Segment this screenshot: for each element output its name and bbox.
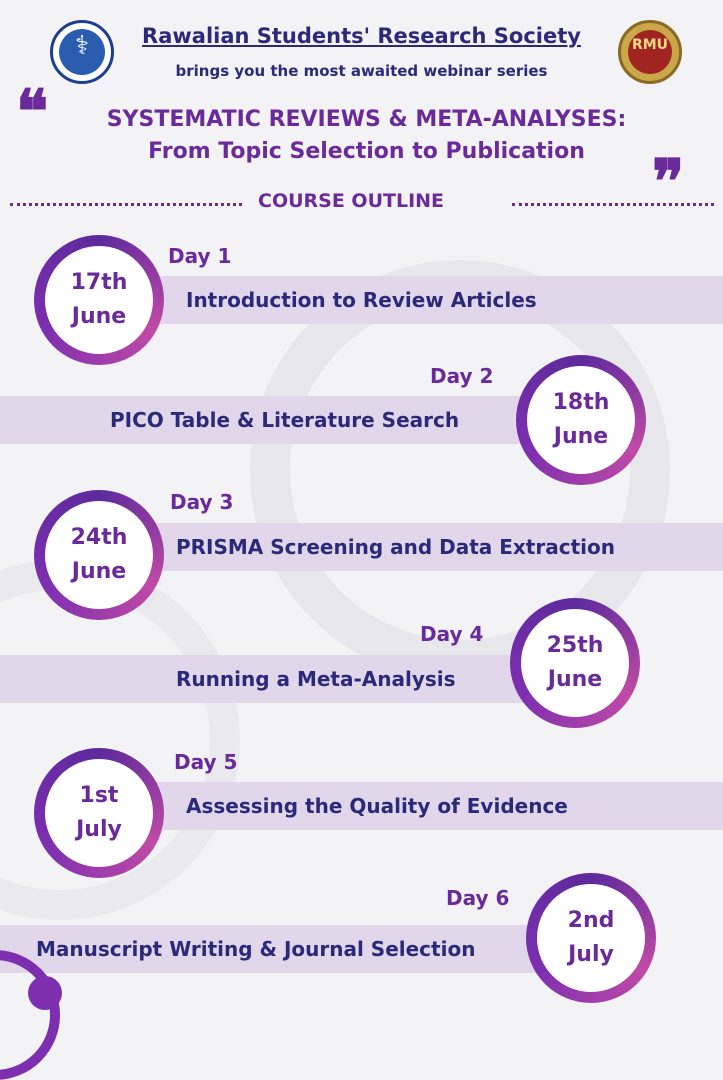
day-3-date-circle [34,490,164,620]
day-5-label: Day 5 [174,750,238,774]
day-3-topic: PRISMA Screening and Data Extraction [176,535,615,559]
day-2-band [0,396,540,444]
title-line-1: SYSTEMATIC REVIEWS & META-ANALYSES: [106,107,627,132]
dotted-divider [512,203,714,206]
day-5-topic: Assessing the Quality of Evidence [186,794,568,818]
title-line-2: From Topic Selection to Publication [148,139,585,164]
day-5-date-month: July [76,817,122,842]
society-name: Rawalian Students' Research Society [142,24,581,48]
day-3-band [150,523,723,571]
day-2-date-month: June [553,424,609,449]
day-2-date-circle [516,355,646,485]
day-6-date-circle [526,873,656,1003]
day-3-label: Day 3 [170,490,234,514]
course-outline-label: COURSE OUTLINE [258,190,445,212]
day-1-band [150,276,723,324]
day-6-label: Day 6 [446,886,510,910]
day-1-date-month: June [71,304,127,329]
day-6-topic: Manuscript Writing & Journal Selection [36,937,476,961]
day-1-date-circle [34,235,164,365]
webinar-title [40,104,693,168]
open-quote-icon: ❝ [16,77,49,147]
day-1-date-day: 17th [70,270,128,295]
header-subtitle: brings you the most awaited webinar series [175,62,548,80]
day-2-topic: PICO Table & Literature Search [110,408,460,432]
day-3-date-month: June [71,559,127,584]
day-5-band [150,782,723,830]
day-6-date-day: 2nd [567,908,615,933]
day-5-date-circle [34,748,164,878]
day-4-topic: Running a Meta-Analysis [176,667,456,691]
day-5-date-day: 1st [79,783,119,808]
close-quote-icon: ❞ [652,147,685,217]
day-2-date-day: 18th [552,390,610,415]
day-4-date-month: June [547,667,603,692]
day-4-date-day: 25th [546,633,604,658]
day-4-band [0,655,530,703]
day-6-band [0,925,540,973]
day-4-label: Day 4 [420,622,484,646]
decorative-dot [28,976,62,1010]
day-2-label: Day 2 [430,364,494,388]
day-6-date-month: July [568,942,614,967]
day-4-date-circle [510,598,640,728]
day-1-topic: Introduction to Review Articles [186,288,537,312]
course-outline-divider [0,190,723,216]
rmu-seal-icon: RMU [631,37,669,53]
day-1-label: Day 1 [168,244,232,268]
dotted-divider [10,203,242,206]
day-3-date-day: 24th [70,525,128,550]
caduceus-icon: ⚕ [74,31,90,61]
